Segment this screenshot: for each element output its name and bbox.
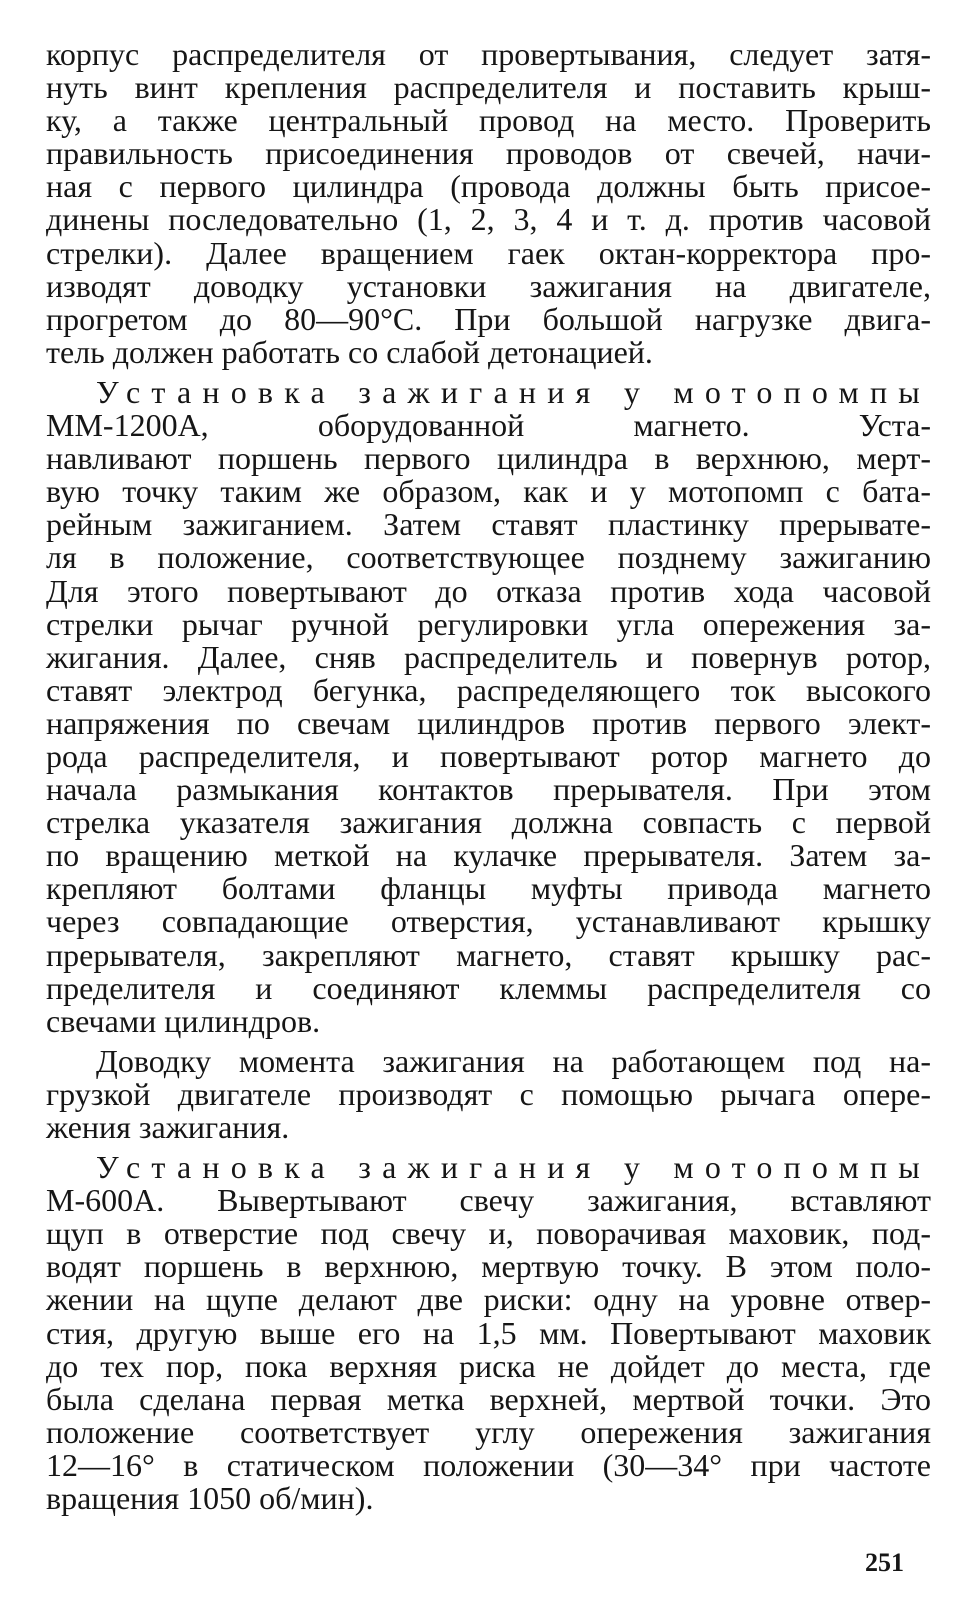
text-line: до тех пор, пока верхняя риска не дойдет до места, где [46,1347,931,1384]
text-line: вую точку таким же образом, как и у мотопомп с бата- [46,473,931,510]
text-line: рейным зажиганием. Затем ставят пластинку прерывате- [46,506,931,543]
text-line: стрелка указателя зажигания должна совпасть с первой [46,804,931,841]
text-line: пределителя и соединяют клеммы распределителя со [46,969,931,1006]
text-line: 12—16° в статическом положении (30—34° при частоте [46,1446,931,1483]
text-line: прерывателя, закрепляют магнето, ставят крышку рас- [46,936,931,973]
paragraph-1 [46,38,931,369]
text-line: стия, другую выше его на 1,5 мм. Повертывают маховик [46,1314,931,1351]
text-line: правильность присоединения проводов от свечей, начи- [46,135,931,172]
section-heading-line: Установка зажигания у мотопомпы [96,1149,931,1186]
text-line: по вращению меткой на кулачке прерывателя. Затем за- [46,837,931,874]
text-line: рода распределителя, и повертывают ротор магнето до [46,737,931,774]
text-line: ля в положение, соответствующее позднему зажиганию [46,539,931,576]
paragraph-2 [46,373,931,1039]
text-line: ная с первого цилиндра (провода должны быть присое- [46,168,931,205]
section-heading-line: Установка зажигания у мотопомпы [96,373,931,410]
text-line: Для этого повертывают до отказа против хода часовой [46,572,931,609]
text-line: свечами цилиндров. [46,1002,321,1039]
text-line: начала размыкания контактов прерывателя. При этом [46,771,931,808]
text-line: стрелки рычаг ручной регулировки угла опережения за- [46,605,931,642]
text-line: ставят электрод бегунка, распределяющего ток высокого [46,671,931,708]
text-line: М-600А. Вывертывают свечу зажигания, вставляют [46,1182,931,1219]
text-line: положение соответствует углу опережения зажигания [46,1413,931,1450]
text-line: водят поршень в верхнюю, мертвую точку. В этом поло- [46,1248,931,1285]
text-line: жении на щупе делают две риски: одну на уровне отвер- [46,1281,931,1318]
text-line: корпус распределителя от провертывания, следует затя- [46,36,931,72]
text-line: щуп в отверстие под свечу и, поворачивая маховик, под- [46,1215,931,1252]
paragraph-4 [46,1151,931,1515]
text-line: была сделана первая метка верхней, мертвой точки. Это [46,1380,931,1417]
text-line: изводят доводку установки зажигания на двигателе, [46,267,931,304]
text-line: нуть винт крепления распределителя и поставить крыш- [46,69,931,106]
text-line: жигания. Далее, сняв распределитель и повернув ротор, [46,638,931,675]
text-line: крепляют болтами фланцы муфты привода магнето [46,870,931,907]
text-line: стрелки). Далее вращением гаек октан-корректора про- [46,234,931,271]
text-line: навливают поршень первого цилиндра в верхнюю, мерт- [46,440,931,477]
text-line: динены последовательно (1, 2, 3, 4 и т. д. против часовой [46,201,931,238]
text-line: напряжения по свечам цилиндров против первого элект- [46,704,931,741]
text-line: через совпадающие отверстия, устанавливают крышку [46,903,931,940]
document-page [46,38,931,1578]
text-line: прогретом до 80—90°С. При большой нагрузке двига- [46,300,931,337]
text-line: Доводку момента зажигания на работающем под на- [96,1042,931,1079]
text-line: ку, а также центральный провод на место. Проверить [46,102,931,139]
paragraph-3 [46,1042,931,1145]
page-number: 251 [865,1548,904,1577]
text-line: ММ-1200А, оборудованной магнето. Уста- [46,407,931,444]
text-line: тель должен работать со слабой детонацией. [46,333,653,370]
text-line: грузкой двигателе производят с помощью рычага опере- [46,1075,931,1112]
text-line: вращения 1050 об/мин). [46,1480,374,1517]
text-line: жения зажигания. [46,1109,290,1145]
